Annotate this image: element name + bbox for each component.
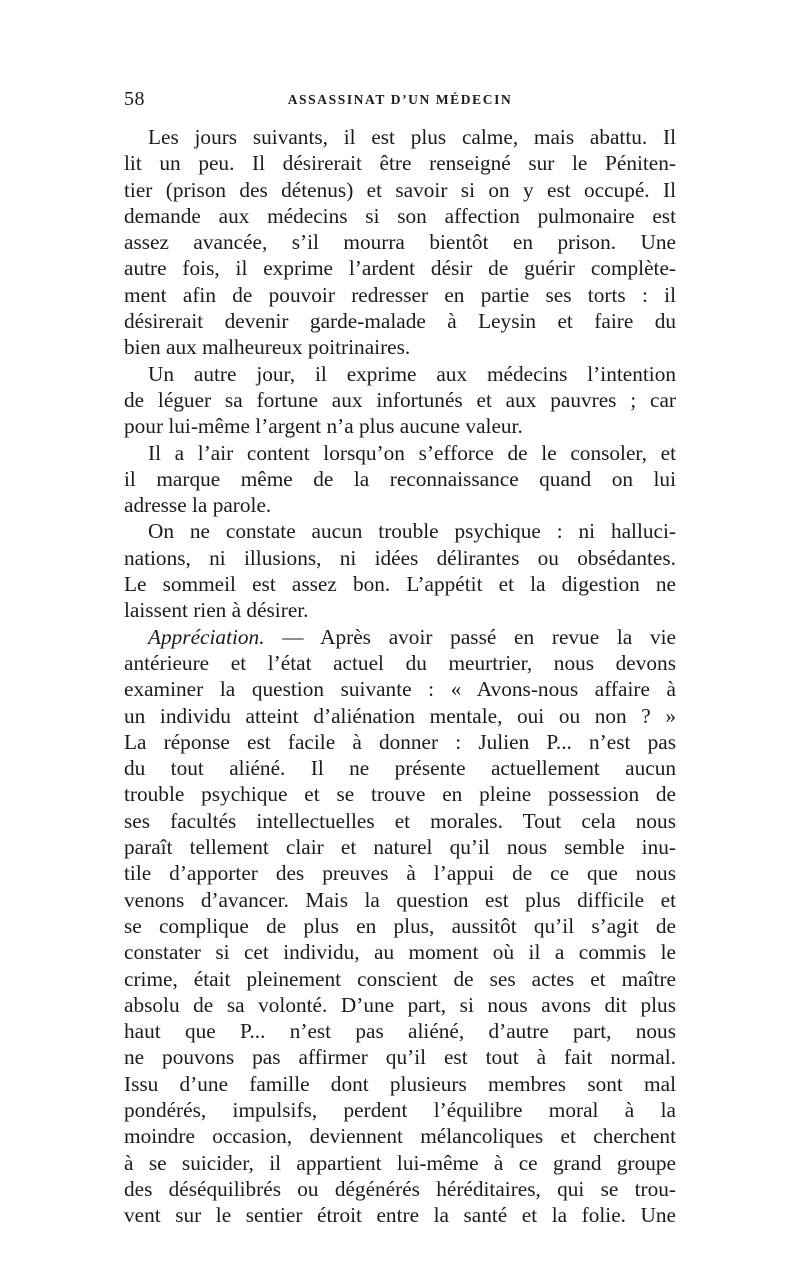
text-line-content: pondérés, impulsifs, perdent l’équilibre moral à la — [124, 1097, 676, 1122]
text-line — [124, 781, 676, 807]
text-line — [124, 834, 676, 860]
text-line — [124, 992, 676, 1018]
text-line — [124, 440, 676, 466]
text-line-content: absolu de sa volonté. D’une part, si nous avons dit plus — [124, 992, 676, 1017]
text-line-content: de léguer sa fortune aux infortunés et aux pauvres ; car — [124, 387, 676, 412]
text-line — [124, 150, 676, 176]
text-line-content: haut que P... n’est pas aliéné, d’autre part, nous — [124, 1019, 676, 1044]
text-line-content: ses facultés intellectuelles et morales. Tout cela nous — [124, 808, 676, 833]
text-line-content: désirerait devenir garde-malade à Leysin et faire du — [124, 309, 676, 334]
text-line — [124, 571, 676, 597]
text-line — [124, 308, 676, 334]
text-line — [124, 545, 676, 571]
text-line-content: assez avancée, s’il mourra bientôt en prison. Une — [124, 230, 676, 255]
text-line-content: du tout aliéné. Il ne présente actuellement aucun — [124, 756, 676, 781]
text-line — [124, 1018, 676, 1044]
text-line-content: un individu atteint d’aliénation mentale, oui ou non ? » — [124, 703, 676, 728]
text-line — [124, 676, 676, 702]
text-line-content: Il a l’air content lorsqu’on s’efforce de le consoler, et — [148, 440, 676, 465]
text-line-content: demande aux médecins si son affection pulmonaire est — [124, 203, 676, 228]
text-line-content: La réponse est facile à donner : Julien P... n’est pas — [124, 729, 676, 754]
text-line — [124, 518, 676, 544]
text-line-content: On ne constate aucun trouble psychique : ni halluci- — [148, 519, 676, 544]
page-number: 58 — [124, 88, 145, 110]
text-line-content: nations, ni illusions, ni idées délirantes ou obsédantes. — [124, 545, 676, 570]
text-line-content: Un autre jour, il exprime aux médecins l’intention — [148, 361, 676, 386]
running-title: ASSASSINAT D’UN MÉDECIN — [287, 92, 513, 107]
text-line — [124, 939, 676, 965]
text-line-content: tier (prison des détenus) et savoir si on y est occupé. Il — [124, 177, 676, 202]
text-line — [124, 361, 676, 387]
text-line — [124, 966, 676, 992]
text-line — [124, 808, 676, 834]
text-line — [124, 860, 676, 886]
text-line-content: ne pouvons pas affirmer qu’il est tout à fait normal. — [124, 1045, 676, 1070]
text-line — [124, 124, 676, 150]
text-line-content: bien aux malheureux poitrinaires. — [124, 335, 411, 360]
text-line — [124, 492, 676, 518]
text-line — [124, 1202, 676, 1228]
text-line-content: venons d’avancer. Mais la question est plus difficile et — [124, 887, 676, 912]
text-line-content: trouble psychique et se trouve en pleine possession de — [124, 782, 676, 807]
text-line — [124, 755, 676, 781]
text-line — [124, 413, 676, 439]
text-line-content: des déséquilibrés ou dégénérés héréditaires, qui se trou- — [124, 1176, 676, 1201]
text-line-content: à se suicider, il appartient lui-même à ce grand groupe — [124, 1150, 676, 1175]
text-line-content: vent sur le sentier étroit entre la santé et la folie. Une — [124, 1203, 676, 1228]
text-line-content: Le sommeil est assez bon. L’appétit et la digestion ne — [124, 572, 676, 597]
text-line — [124, 913, 676, 939]
text-line-content: moindre occasion, deviennent mélancoliques et cherchent — [124, 1124, 676, 1149]
text-line — [124, 887, 676, 913]
text-line-content: pour lui-même l’argent n’a plus aucune valeur. — [124, 414, 523, 439]
body-text — [124, 124, 676, 1228]
text-line — [124, 255, 676, 281]
text-line-content: antérieure et l’état actuel du meurtrier, nous devons — [124, 650, 676, 675]
text-line — [124, 624, 676, 650]
text-line — [124, 387, 676, 413]
text-line-content: constater si cet individu, au moment où il a commis le — [124, 940, 676, 965]
text-line-content: crime, était pleinement conscient de ses actes et maître — [124, 966, 676, 991]
page-header — [124, 88, 676, 112]
text-line — [124, 1044, 676, 1070]
text-line-content: examiner la question suivante : « Avons-nous affaire à — [124, 677, 676, 702]
text-line-content: lit un peu. Il désirerait être renseigné sur le Péniten- — [124, 151, 676, 176]
text-line — [124, 177, 676, 203]
text-line-content: adresse la parole. — [124, 493, 272, 518]
text-line — [124, 203, 676, 229]
text-line — [124, 466, 676, 492]
text-line — [124, 229, 676, 255]
text-line-content: — Après avoir passé en revue la vie — [264, 624, 676, 649]
text-line-content: se complique de plus en plus, aussitôt qu’il s’agit de — [124, 913, 676, 938]
text-line-content: autre fois, il exprime l’ardent désir de guérir complète- — [124, 256, 676, 281]
text-line — [124, 729, 676, 755]
text-line — [124, 282, 676, 308]
text-line — [124, 597, 676, 623]
text-line — [124, 1176, 676, 1202]
text-line — [124, 1097, 676, 1123]
text-line-content: ment afin de pouvoir redresser en partie ses torts : il — [124, 282, 676, 307]
text-line-content: il marque même de la reconnaissance quand on lui — [124, 466, 676, 491]
text-line-content: Les jours suivants, il est plus calme, mais abattu. Il — [148, 125, 676, 149]
text-line — [124, 703, 676, 729]
text-line-content: paraît tellement clair et naturel qu’il nous semble inu- — [124, 835, 676, 860]
text-line — [124, 1123, 676, 1149]
text-line — [124, 1150, 676, 1176]
text-line-content: tile d’apporter des preuves à l’appui de ce que nous — [124, 861, 676, 886]
section-heading: Appréciation. — [148, 624, 265, 649]
text-line-content: Issu d’une famille dont plusieurs membres sont mal — [124, 1071, 676, 1096]
text-line — [124, 334, 676, 360]
text-line — [124, 1071, 676, 1097]
text-line-content: laissent rien à désirer. — [124, 598, 309, 623]
text-line — [124, 650, 676, 676]
